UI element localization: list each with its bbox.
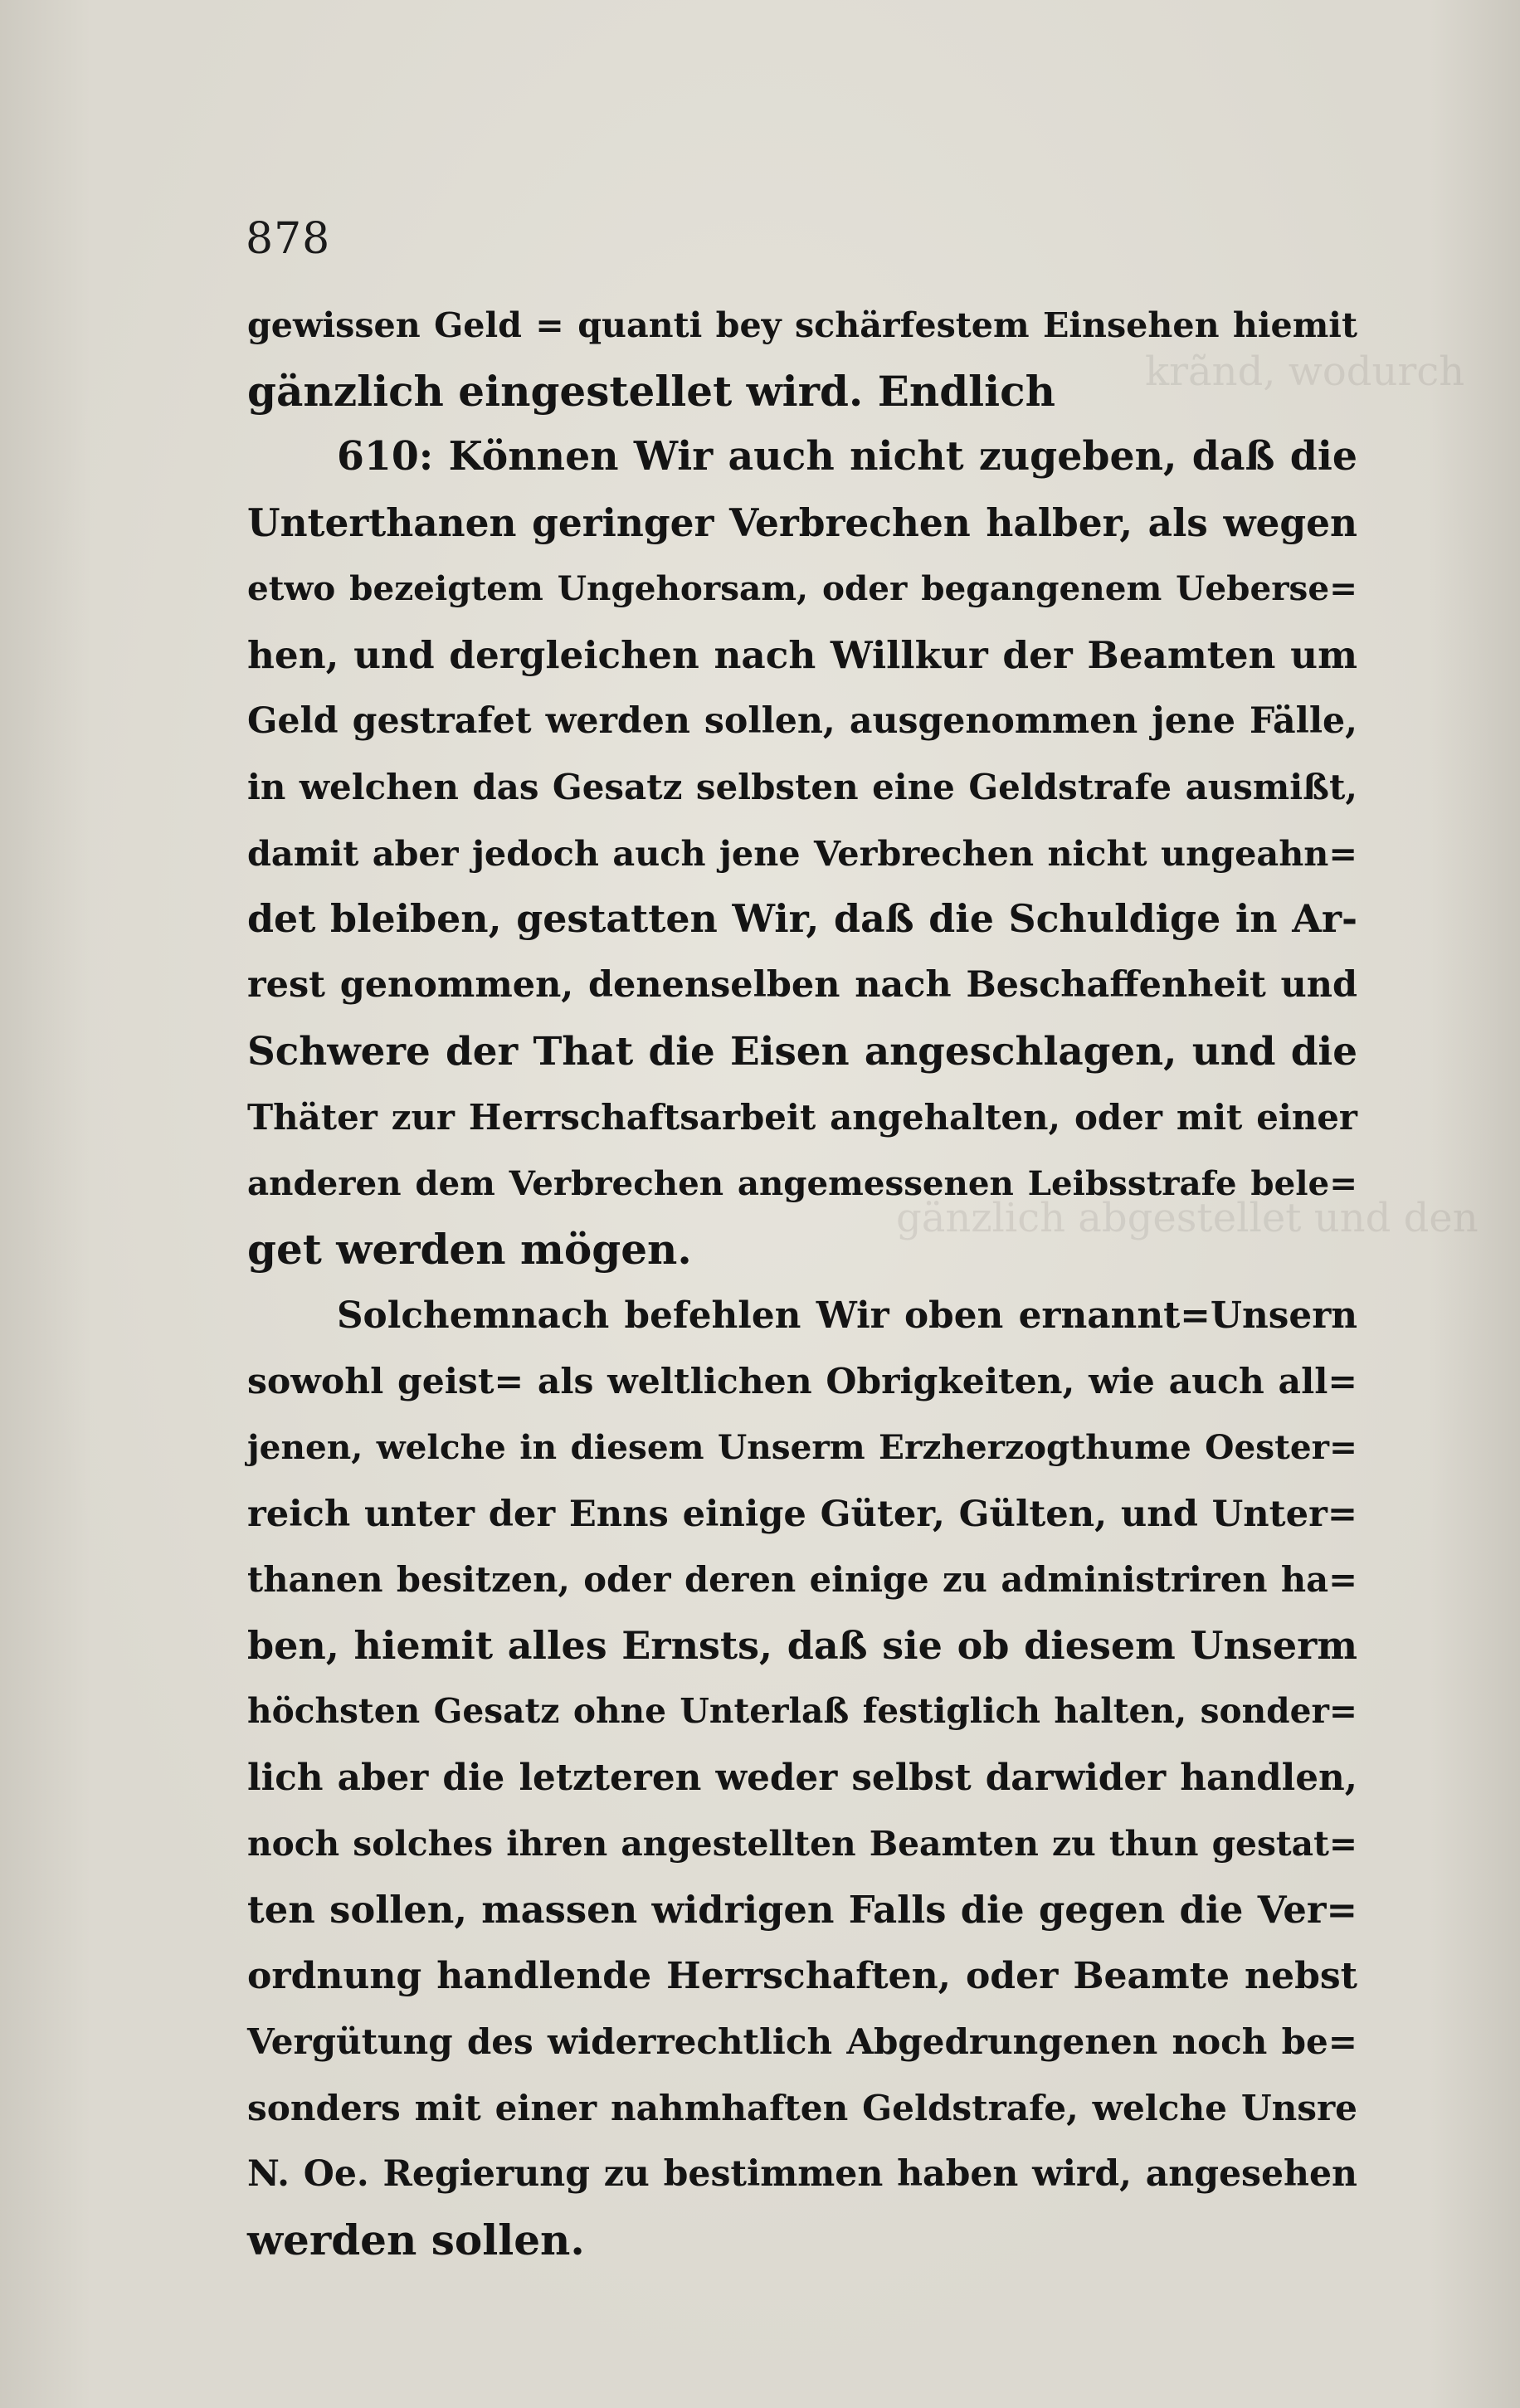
text-line: Schwere der That die Eisen angeschlagen, und die (247, 1028, 1357, 1075)
text-line: reich unter der Enns einige Güter, Gülten, und Unter= (247, 1492, 1357, 1535)
text-line: ten sollen, massen widrigen Falls die gegen die Ver= (247, 1888, 1357, 1933)
text-line: ben, hiemit alles Ernsts, daß sie ob diesem Unserm (247, 1622, 1357, 1668)
text-line: noch solches ihren angestellten Beamten zu thun gestat= (247, 1823, 1357, 1864)
text-line: werden sollen. (247, 2215, 585, 2265)
text-line: gewissen Geld = quanti bey schärfestem Einsehen hiemit (247, 305, 1357, 345)
text-line: hen, und dergleichen nach Willkur der Beamten um (247, 631, 1357, 677)
text-line: get werden mögen. (247, 1225, 692, 1275)
text-line: etwo bezeigtem Ungehorsam, oder begangenem Uebersе= (247, 568, 1357, 609)
text-line: thanen besitzen, oder deren einige zu administriren ha= (247, 1559, 1357, 1601)
body-text (247, 292, 1357, 2274)
text-line: Unterthanen geringer Verbrechen halber, als wegen (247, 500, 1357, 545)
text-line: 610: Können Wir auch nicht zugeben, daß die (337, 434, 1357, 480)
text-line: N. Oe. Regierung zu bestimmen haben wird, angesehen (247, 2152, 1357, 2195)
text-line: sonders mit einer nahmhaften Geldstrafe, welche Unsre (247, 2087, 1357, 2129)
text-line: sowohl geist= als weltlichen Obrigkeiten, wie auch all= (247, 1360, 1357, 1402)
bleed-through-text: krãnd, wodurch (1145, 349, 1465, 395)
text-line: gänzlich eingestellet wird. Endlich (247, 366, 1055, 416)
text-line: anderen dem Verbrechen angemessenen Leibsstrafe bele= (247, 1163, 1357, 1203)
text-line: Geld gestrafet werden sollen, ausgenommen jene Fälle, (247, 699, 1357, 742)
text-line: Thäter zur Herrschaftsarbeit angehalten, oder mit einer (247, 1097, 1357, 1138)
page-number: 878 (246, 214, 331, 264)
text-line: ordnung handlende Herrschaften, oder Beamte nebst (247, 1954, 1357, 1997)
text-line: Solchemnach befehlen Wir oben ernannt=Unsern (337, 1294, 1357, 1337)
text-line: höchsten Gesatz ohne Unterlaß festiglich halten, sonder= (247, 1691, 1357, 1732)
text-line: rest genommen, denenselben nach Beschaffenheit und (247, 963, 1357, 1006)
text-line: Vergütung des widerrechtlich Abgedrungenen noch be= (247, 2021, 1357, 2063)
text-line: jenen, welche in diesem Unserm Erzherzogthume Oester= (247, 1427, 1357, 1468)
text-line: det bleiben, gestatten Wir, daß die Schuldige in Ar- (247, 896, 1357, 942)
bleed-through-text: gänzlich abgestellet und den (896, 1195, 1479, 1241)
text-line: in welchen das Gesatz selbsten eine Geldstrafe ausmißt, (247, 767, 1357, 808)
text-line: damit aber jedoch auch jene Verbrechen nicht ungeahn= (247, 832, 1357, 874)
text-line: lich aber die letzteren weder selbst darwider handlen, (247, 1757, 1357, 1800)
